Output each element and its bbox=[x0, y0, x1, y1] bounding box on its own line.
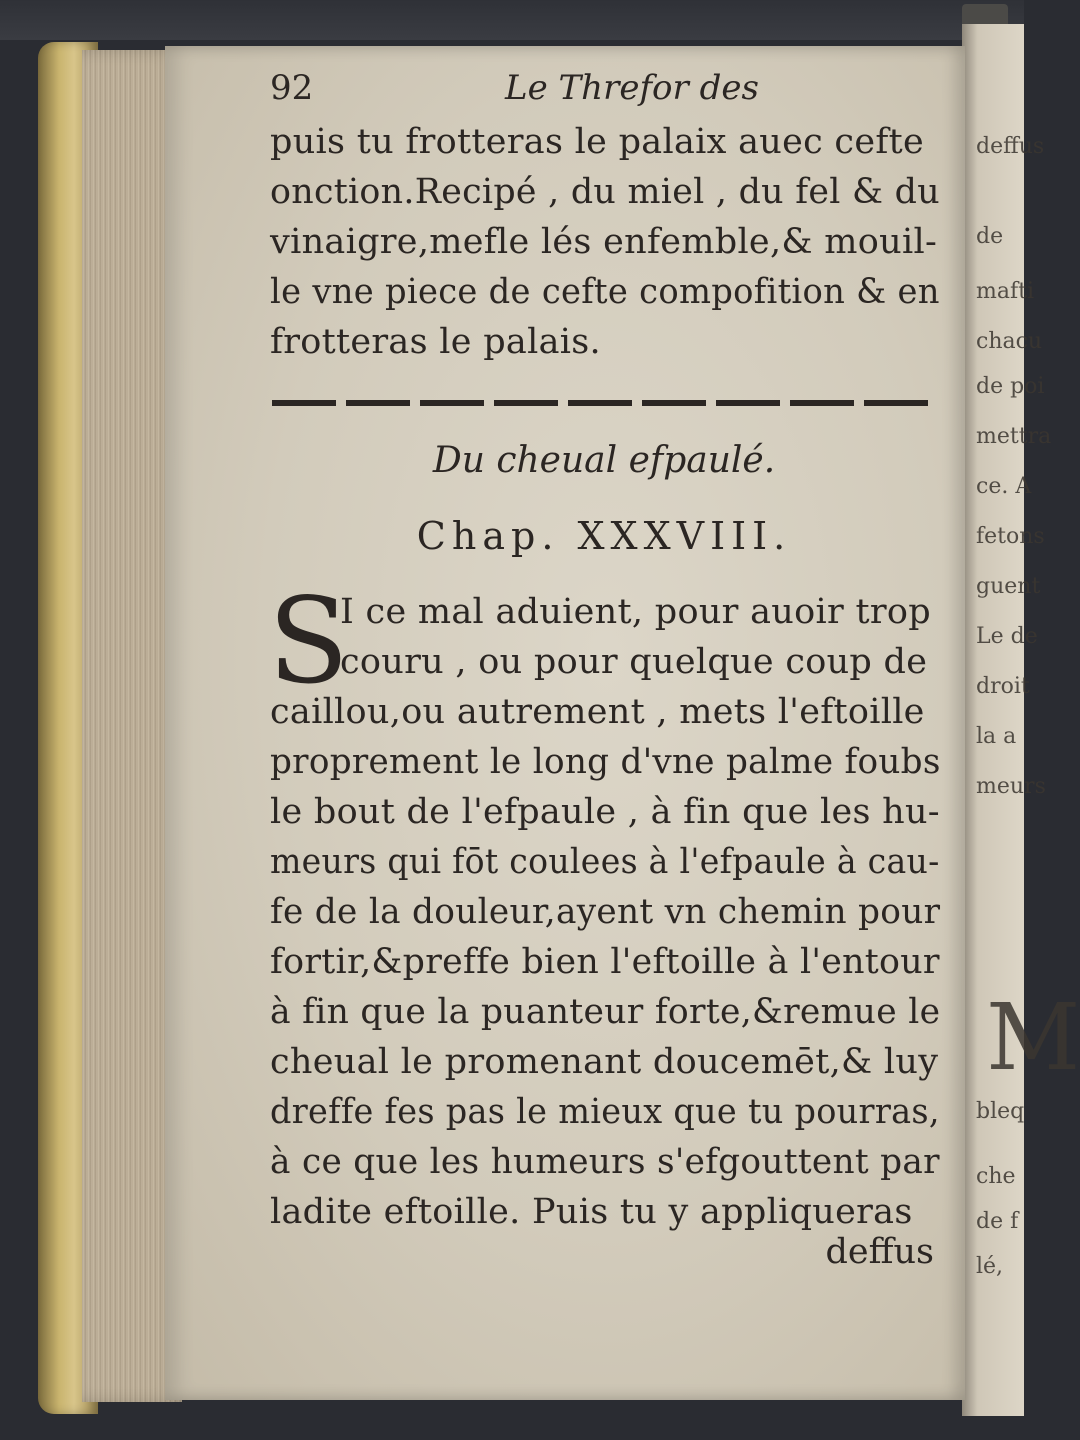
chapter-heading: Chap. XXXVIII. bbox=[416, 514, 792, 558]
facing-fragment: chacu bbox=[976, 329, 1043, 354]
facing-fragment: ce. A bbox=[976, 474, 1032, 499]
text-line: proprement le long d'vne palme foubs bbox=[270, 742, 941, 782]
facing-fragment: lé, bbox=[976, 1254, 1004, 1279]
facing-fragment: Le de bbox=[976, 624, 1038, 649]
running-title: Le Threfor des bbox=[505, 68, 759, 108]
facing-fragment: deffus bbox=[976, 134, 1045, 159]
facing-fragment: meurs bbox=[976, 774, 1046, 799]
text-line: cheual le promenant doucemēt,& luy bbox=[270, 1042, 939, 1082]
text-line: caillou,ou autrement , mets l'eftoille bbox=[270, 692, 925, 732]
facing-page bbox=[962, 24, 1080, 1416]
text-line: le bout de l'efpaule , à fin que les hu- bbox=[270, 792, 940, 832]
facing-fragment: mettra bbox=[976, 424, 1052, 449]
section-title: Du cheual efpaulé. bbox=[432, 440, 776, 481]
facing-fragment: che bbox=[976, 1164, 1016, 1189]
facing-fragment: la a bbox=[976, 724, 1017, 749]
text-line: à fin que la puanteur forte,&remue le bbox=[270, 992, 941, 1032]
facing-fragment: de poi bbox=[976, 374, 1045, 399]
text-line: meurs qui fōt coulees à l'efpaule à cau- bbox=[270, 842, 940, 882]
text-line: puis tu frotteras le palaix auec cefte bbox=[270, 122, 924, 162]
facing-fragment: de bbox=[976, 224, 1004, 249]
text-line: le vne piece de cefte compofition & en bbox=[270, 272, 940, 312]
facing-fragment: guent bbox=[976, 574, 1041, 599]
text-line: couru , ou pour quelque coup de bbox=[340, 642, 928, 682]
text-line: I ce mal aduient, pour auoir trop bbox=[340, 592, 931, 632]
facing-fragment: mafti bbox=[976, 279, 1034, 304]
text-line: à ce que les humeurs s'efgouttent par bbox=[270, 1142, 940, 1182]
text-line: dreffe fes pas le mieux que tu pourras, bbox=[270, 1092, 940, 1132]
text-line: ladite eftoille. Puis tu y appliqueras bbox=[270, 1192, 913, 1232]
facing-dropcap: M bbox=[986, 984, 1080, 1091]
text-line: fortir,&preffe bien l'eftoille à l'entour bbox=[270, 942, 940, 982]
catchword: deffus bbox=[825, 1232, 934, 1272]
page-number: 92 bbox=[270, 68, 314, 108]
text-line: fe de la douleur,ayent vn chemin pour bbox=[270, 892, 941, 932]
facing-fragment: de f bbox=[976, 1209, 1019, 1234]
text-line: onction.Recipé , du miel , du fel & du bbox=[270, 172, 940, 212]
facing-fragment: bleq bbox=[976, 1099, 1025, 1124]
drop-cap: S bbox=[268, 572, 349, 710]
text-line: frotteras le palais. bbox=[270, 322, 601, 362]
text-line: vinaigre,mefle lés enfemble,& mouil- bbox=[270, 222, 938, 262]
facing-fragment: fetons bbox=[976, 524, 1045, 549]
section-divider-rule bbox=[272, 400, 938, 406]
facing-fragment: droit bbox=[976, 674, 1030, 699]
